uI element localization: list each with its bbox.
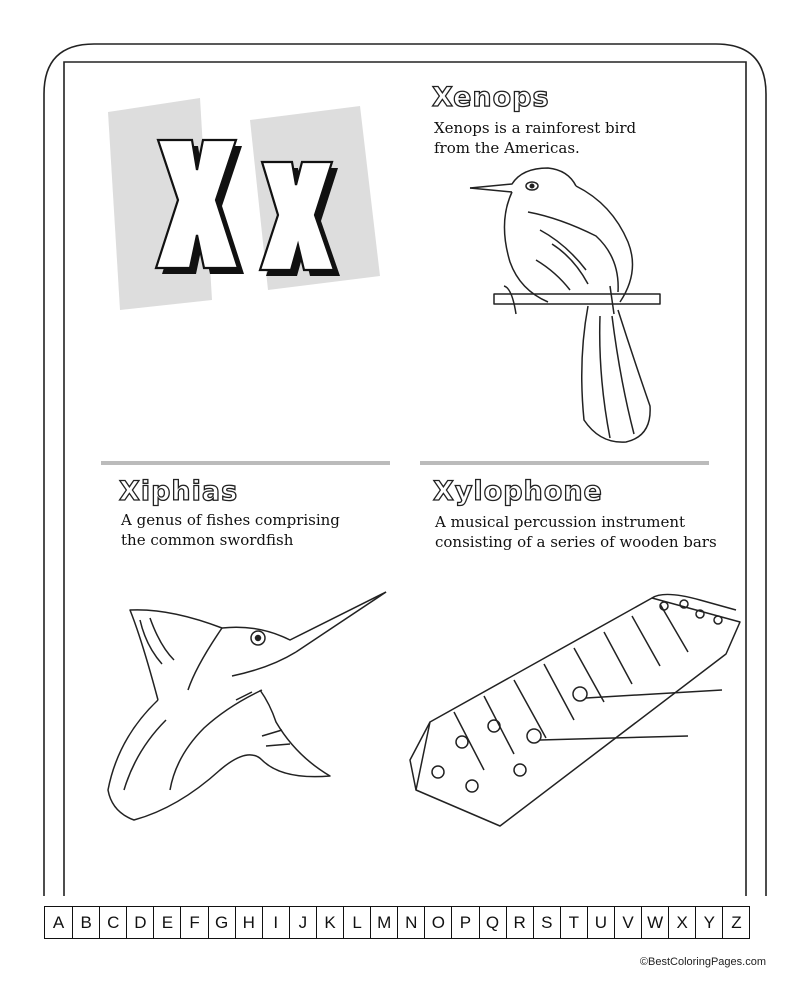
alphabet-letter: A bbox=[52, 912, 65, 932]
xylophone-description: A musical percussion instrument consisting of a series of wooden bars bbox=[435, 513, 717, 551]
alphabet-strip bbox=[44, 906, 750, 939]
xenops-title: Xenops bbox=[432, 82, 550, 113]
alphabet-letter: Z bbox=[722, 907, 749, 938]
alphabet-letter: I bbox=[262, 907, 289, 938]
letter-x-graphic bbox=[108, 98, 380, 310]
alphabet-letter: R bbox=[506, 907, 533, 938]
alphabet-letter: Q bbox=[479, 907, 506, 938]
alphabet-letter: B bbox=[72, 907, 99, 938]
alphabet-letter: N bbox=[397, 907, 424, 938]
xenops-bird-icon bbox=[470, 168, 660, 442]
alphabet-letter: U bbox=[587, 907, 614, 938]
credit-text: ©BestColoringPages.com bbox=[639, 956, 766, 968]
alphabet-letter: G bbox=[208, 907, 235, 938]
alphabet-letter: T bbox=[560, 907, 587, 938]
alphabet-letter: V bbox=[614, 907, 641, 938]
alphabet-letter: S bbox=[533, 907, 560, 938]
alphabet-letter: J bbox=[289, 907, 316, 938]
xiphias-description: A genus of fishes comprising the common swordfish bbox=[121, 511, 340, 549]
alphabet-letter: K bbox=[316, 907, 343, 938]
alphabet-letter: X bbox=[668, 907, 695, 938]
alphabet-letter: Y bbox=[695, 907, 722, 938]
xiphias-title: Xiphias bbox=[119, 476, 239, 507]
alphabet-letter: L bbox=[343, 907, 370, 938]
alphabet-letter: F bbox=[180, 907, 207, 938]
alphabet-letter: O bbox=[424, 907, 451, 938]
alphabet-letter: W bbox=[641, 907, 668, 938]
alphabet-letter: P bbox=[451, 907, 478, 938]
alphabet-letter: E bbox=[153, 907, 180, 938]
alphabet-letter: M bbox=[370, 907, 397, 938]
xenops-description: Xenops is a rainforest bird from the Americas. bbox=[434, 119, 637, 157]
xylophone-title: Xylophone bbox=[433, 476, 603, 507]
swordfish-icon bbox=[108, 592, 386, 820]
alphabet-letter: C bbox=[99, 907, 126, 938]
alphabet-letter: H bbox=[235, 907, 262, 938]
xylophone-icon bbox=[410, 594, 740, 826]
alphabet-letter: D bbox=[126, 907, 153, 938]
